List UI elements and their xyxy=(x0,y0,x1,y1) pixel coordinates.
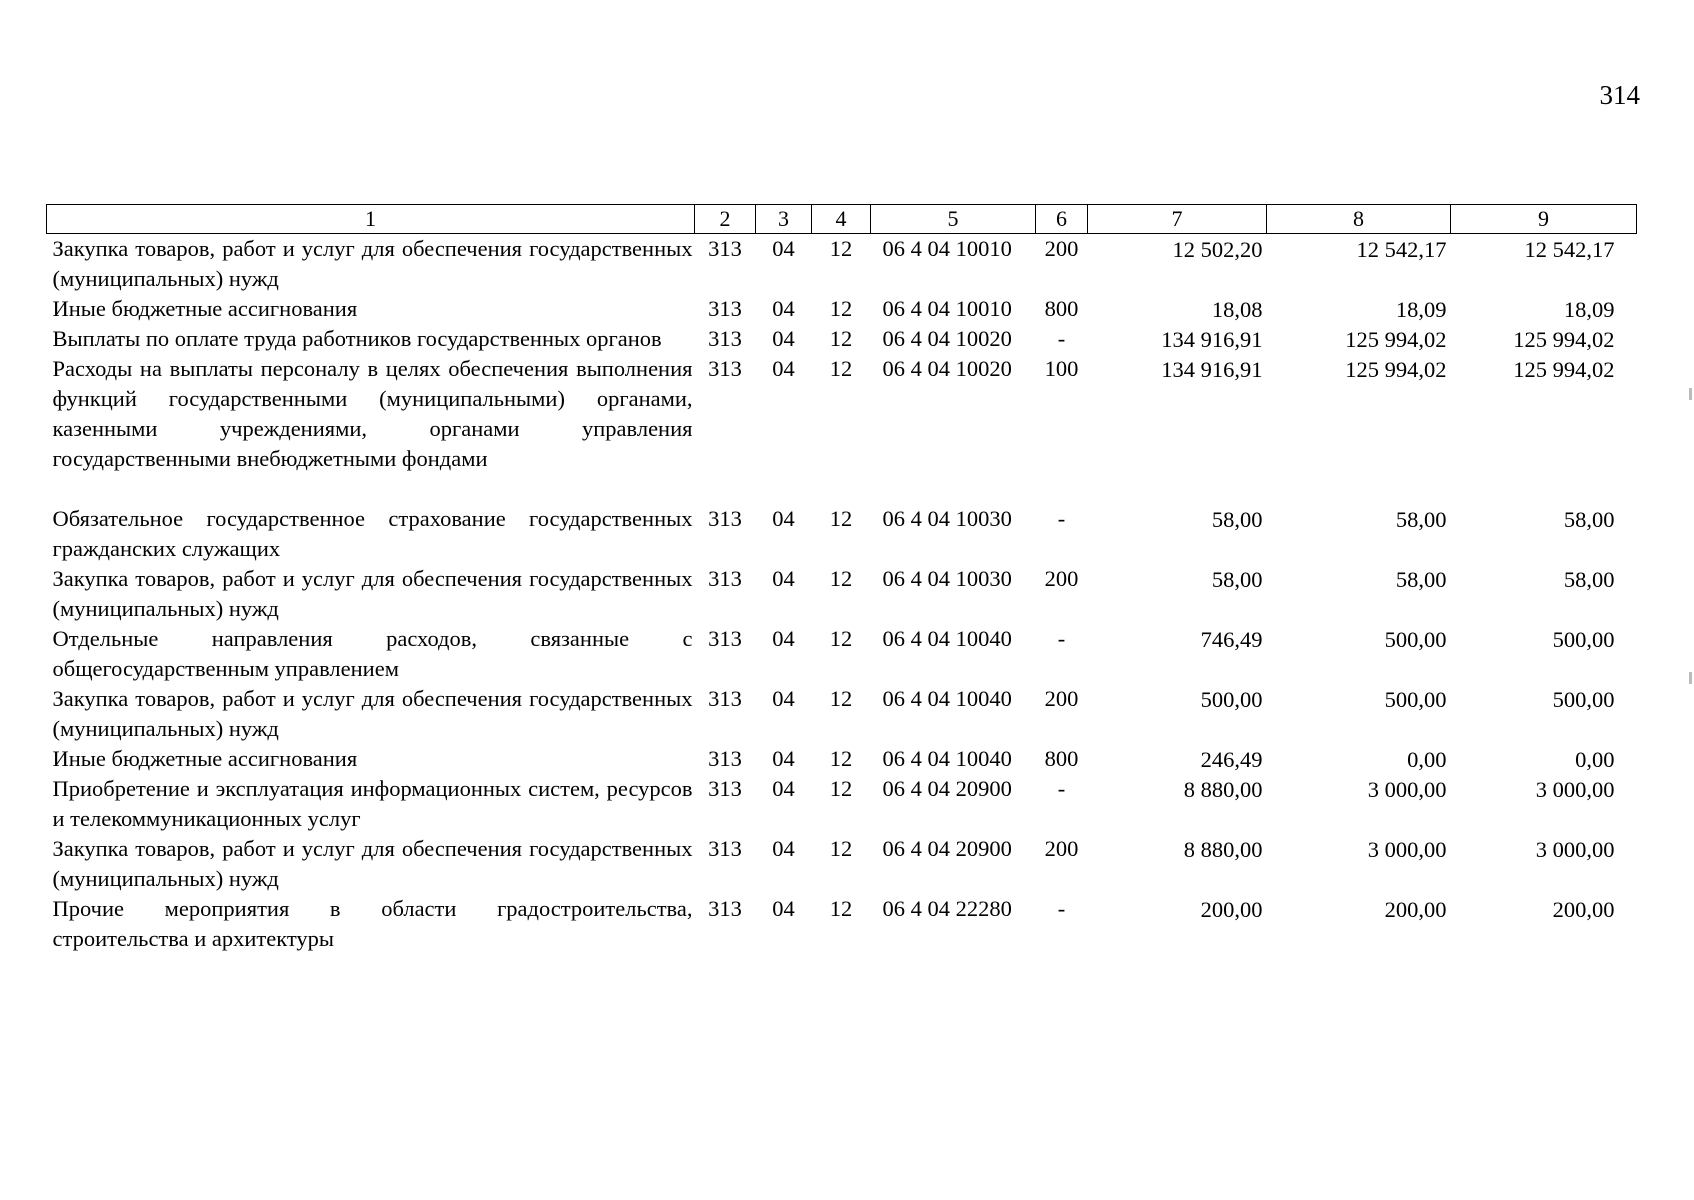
row-col-4: 12 xyxy=(829,236,853,261)
row-col-9: 18,09 xyxy=(1563,297,1615,322)
row-name: Приобретение и эксплуатация информационных систем, ресурсов и телекоммуникационных услуг xyxy=(52,776,693,831)
row-col-7: 8 880,00 xyxy=(1183,777,1263,802)
row-col-2: 313 xyxy=(708,626,742,651)
row-col-6: 100 xyxy=(1044,356,1079,381)
row-col-5: 06 4 04 22280 xyxy=(882,896,1012,921)
row-col-3: 04 xyxy=(772,746,795,771)
row-col-4: 12 xyxy=(829,626,853,651)
row-col-6: 200 xyxy=(1044,566,1079,591)
row-col-2: 313 xyxy=(708,566,742,591)
column-header-5: 5 xyxy=(871,205,1036,234)
row-col-7: 746,49 xyxy=(1200,627,1263,652)
table-row xyxy=(47,894,1637,954)
row-col-7: 134 916,91 xyxy=(1161,327,1263,352)
row-name: Прочие мероприятия в области градостроительства, строительства и архитектуры xyxy=(52,896,693,951)
row-name: Закупка товаров, работ и услуг для обеспечения государственных (муниципальных) нужд xyxy=(52,686,693,741)
row-col-6: - xyxy=(1057,506,1066,531)
table-row xyxy=(47,234,1637,295)
row-col-2: 313 xyxy=(708,506,742,531)
row-col-9: 500,00 xyxy=(1552,627,1615,652)
spacer-row xyxy=(47,474,1637,504)
row-col-8: 500,00 xyxy=(1384,627,1447,652)
row-col-2: 313 xyxy=(708,326,742,351)
row-col-3: 04 xyxy=(772,296,795,321)
row-col-4: 12 xyxy=(829,776,853,801)
row-col-3: 04 xyxy=(772,776,795,801)
table-row xyxy=(47,294,1637,324)
row-name: Обязательное государственное страхование государственных гражданских служащих xyxy=(52,506,693,561)
row-col-4: 12 xyxy=(829,836,853,861)
table-row xyxy=(47,684,1637,744)
column-header-4: 4 xyxy=(812,205,871,234)
row-name: Отдельные направления расходов, связанные с общегосударственным управлением xyxy=(52,626,693,681)
column-header-3: 3 xyxy=(756,205,812,234)
row-col-4: 12 xyxy=(829,326,853,351)
row-col-2: 313 xyxy=(708,776,742,801)
table-row xyxy=(47,624,1637,684)
scan-edge-mark xyxy=(1689,388,1692,400)
row-col-7: 18,08 xyxy=(1211,297,1263,322)
row-col-5: 06 4 04 10010 xyxy=(882,236,1012,261)
row-col-3: 04 xyxy=(772,236,795,261)
table-row xyxy=(47,324,1637,354)
row-col-9: 12 542,17 xyxy=(1524,237,1615,262)
row-col-5: 06 4 04 10040 xyxy=(882,626,1012,651)
row-col-2: 313 xyxy=(708,296,742,321)
row-col-7: 58,00 xyxy=(1211,567,1263,592)
row-col-3: 04 xyxy=(772,356,795,381)
row-col-3: 04 xyxy=(772,566,795,591)
budget-table xyxy=(46,204,1637,954)
row-col-7: 134 916,91 xyxy=(1161,357,1263,382)
row-col-4: 12 xyxy=(829,686,853,711)
row-col-8: 125 994,02 xyxy=(1345,327,1447,352)
page-number: 314 xyxy=(1599,80,1640,110)
row-col-9: 200,00 xyxy=(1552,897,1615,922)
column-header-2: 2 xyxy=(695,205,756,234)
row-col-4: 12 xyxy=(829,506,853,531)
column-header-7: 7 xyxy=(1088,205,1267,234)
row-col-7: 58,00 xyxy=(1211,507,1263,532)
row-col-6: - xyxy=(1057,626,1066,651)
row-col-3: 04 xyxy=(772,326,795,351)
row-col-8: 12 542,17 xyxy=(1356,237,1447,262)
row-col-9: 125 994,02 xyxy=(1513,327,1615,352)
row-col-2: 313 xyxy=(708,236,742,261)
row-col-9: 58,00 xyxy=(1563,507,1615,532)
row-col-8: 3 000,00 xyxy=(1367,777,1447,802)
header-row xyxy=(47,205,1637,234)
row-name: Выплаты по оплате труда работников государственных органов xyxy=(52,326,662,351)
row-col-2: 313 xyxy=(708,686,742,711)
row-col-9: 0,00 xyxy=(1575,747,1615,772)
row-col-8: 0,00 xyxy=(1407,747,1447,772)
row-col-4: 12 xyxy=(829,746,853,771)
row-col-9: 3 000,00 xyxy=(1535,777,1615,802)
row-name: Иные бюджетные ассигнования xyxy=(52,296,358,321)
row-col-3: 04 xyxy=(772,626,795,651)
row-col-6: - xyxy=(1057,776,1066,801)
row-col-7: 246,49 xyxy=(1200,747,1263,772)
row-col-6: 200 xyxy=(1044,686,1079,711)
table-row xyxy=(47,354,1637,474)
row-col-7: 200,00 xyxy=(1200,897,1263,922)
row-col-4: 12 xyxy=(829,296,853,321)
row-col-9: 58,00 xyxy=(1563,567,1615,592)
row-col-6: - xyxy=(1057,896,1066,921)
row-col-8: 200,00 xyxy=(1384,897,1447,922)
row-col-8: 125 994,02 xyxy=(1345,357,1447,382)
scan-edge-mark xyxy=(1689,672,1692,684)
row-col-4: 12 xyxy=(829,566,853,591)
row-col-5: 06 4 04 10040 xyxy=(882,686,1012,711)
row-col-9: 125 994,02 xyxy=(1513,357,1615,382)
table-row xyxy=(47,834,1637,894)
row-col-7: 12 502,20 xyxy=(1172,237,1263,262)
row-col-8: 58,00 xyxy=(1395,567,1447,592)
row-col-6: - xyxy=(1057,326,1066,351)
column-header-1: 1 xyxy=(47,205,695,234)
row-col-3: 04 xyxy=(772,686,795,711)
row-col-9: 3 000,00 xyxy=(1535,837,1615,862)
row-name: Закупка товаров, работ и услуг для обеспечения государственных (муниципальных) нужд xyxy=(52,566,693,621)
table-row xyxy=(47,744,1637,774)
table-row xyxy=(47,504,1637,564)
row-col-2: 313 xyxy=(708,836,742,861)
row-col-5: 06 4 04 10010 xyxy=(882,296,1012,321)
row-col-7: 8 880,00 xyxy=(1183,837,1263,862)
row-name: Расходы на выплаты персоналу в целях обеспечения выполнения функций государственными (муниципальными) органами, казенными учреждениями, органами управления государственными внебюджетными фондами xyxy=(52,356,693,471)
row-col-8: 58,00 xyxy=(1395,507,1447,532)
column-header-9: 9 xyxy=(1451,205,1637,234)
row-col-5: 06 4 04 20900 xyxy=(882,836,1012,861)
row-col-6: 800 xyxy=(1044,746,1079,771)
row-col-2: 313 xyxy=(708,356,742,381)
row-col-2: 313 xyxy=(708,896,742,921)
column-header-6: 6 xyxy=(1036,205,1088,234)
table-row xyxy=(47,564,1637,624)
row-col-6: 200 xyxy=(1044,836,1079,861)
row-col-5: 06 4 04 10030 xyxy=(882,506,1012,531)
column-header-8: 8 xyxy=(1267,205,1451,234)
row-col-7: 500,00 xyxy=(1200,687,1263,712)
row-col-5: 06 4 04 10020 xyxy=(882,326,1012,351)
row-col-6: 200 xyxy=(1044,236,1079,261)
row-col-3: 04 xyxy=(772,896,795,921)
row-col-8: 18,09 xyxy=(1395,297,1447,322)
row-name: Иные бюджетные ассигнования xyxy=(52,746,358,771)
row-col-3: 04 xyxy=(772,506,795,531)
table-row xyxy=(47,774,1637,834)
row-col-9: 500,00 xyxy=(1552,687,1615,712)
row-col-6: 800 xyxy=(1044,296,1079,321)
row-col-5: 06 4 04 20900 xyxy=(882,776,1012,801)
row-col-4: 12 xyxy=(829,896,853,921)
row-name: Закупка товаров, работ и услуг для обеспечения государственных (муниципальных) нужд xyxy=(52,836,693,891)
row-col-5: 06 4 04 10020 xyxy=(882,356,1012,381)
row-col-2: 313 xyxy=(708,746,742,771)
row-col-8: 500,00 xyxy=(1384,687,1447,712)
row-col-8: 3 000,00 xyxy=(1367,837,1447,862)
row-col-4: 12 xyxy=(829,356,853,381)
row-name: Закупка товаров, работ и услуг для обеспечения государственных (муниципальных) нужд xyxy=(52,236,693,291)
row-col-5: 06 4 04 10030 xyxy=(882,566,1012,591)
row-col-5: 06 4 04 10040 xyxy=(882,746,1012,771)
row-col-3: 04 xyxy=(772,836,795,861)
